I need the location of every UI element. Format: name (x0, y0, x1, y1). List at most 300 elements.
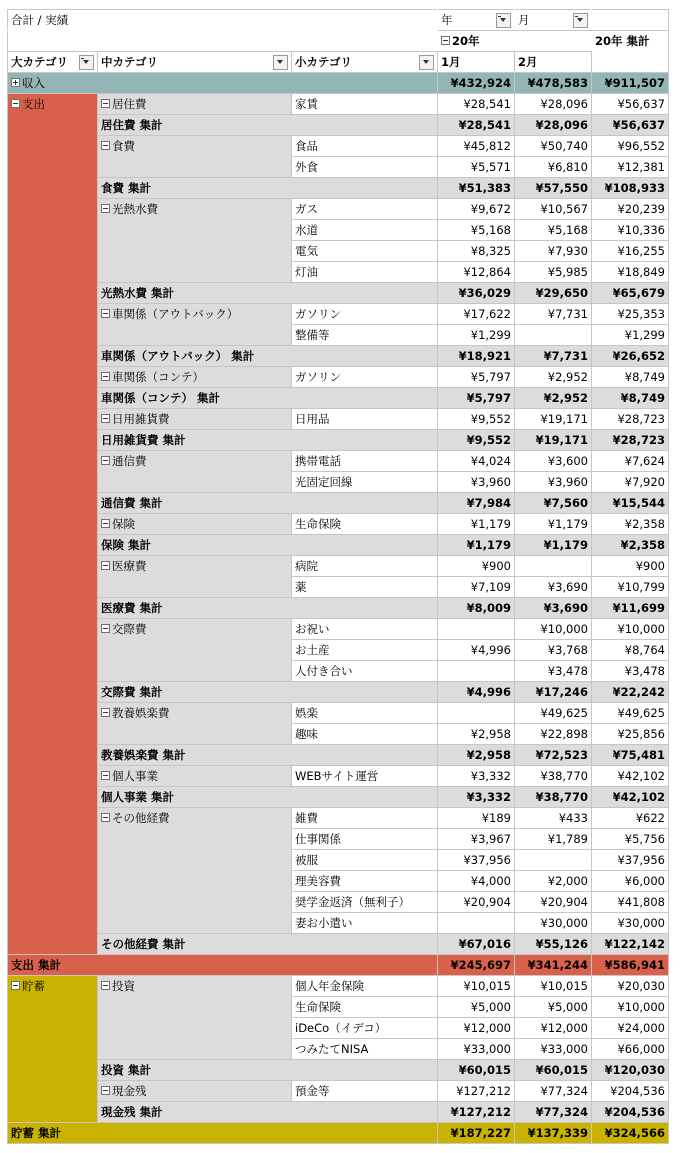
subtotal-row (8, 535, 669, 556)
small-category-cell: 携帯電話 (292, 451, 438, 472)
mid-category-cell[interactable] (98, 514, 292, 535)
collapse-icon[interactable] (101, 1086, 110, 1095)
month-filter-icon[interactable] (573, 13, 588, 28)
subtotal-label: 教養娯楽費 集計 (98, 745, 438, 766)
value-total: ¥3,478 (592, 661, 669, 682)
value-m2: ¥433 (515, 808, 592, 829)
mid-category-cell-label: 教養娯楽費 (112, 706, 170, 720)
subtotal-m1: ¥8,009 (438, 598, 515, 619)
mid-category-cell[interactable] (98, 367, 292, 388)
savings_label-total-row (8, 1123, 669, 1144)
collapse-icon[interactable] (101, 561, 110, 570)
value-m1 (438, 703, 515, 724)
year-label: 20年 (452, 34, 480, 48)
expense_label-total-label: 支出 集計 (8, 955, 438, 976)
pivot-table (7, 9, 669, 1144)
subtotal-row (8, 346, 669, 367)
collapse-icon[interactable] (101, 309, 110, 318)
data-row (8, 808, 669, 829)
year-group-header[interactable] (438, 31, 592, 52)
subtotal-total: ¥65,679 (592, 283, 669, 304)
subtotal-row (8, 934, 669, 955)
value-m2: ¥10,567 (515, 199, 592, 220)
value-total: ¥28,723 (592, 409, 669, 430)
value-m1: ¥4,000 (438, 871, 515, 892)
mid-category-cell-label: 通信費 (112, 454, 147, 468)
value-m2: ¥10,000 (515, 619, 592, 640)
collapse-icon[interactable] (101, 624, 110, 633)
data-row (8, 1081, 669, 1102)
subtotal-m1: ¥1,179 (438, 535, 515, 556)
value-total: ¥20,030 (592, 976, 669, 997)
value-total: ¥204,536 (592, 1081, 669, 1102)
value-total: ¥41,808 (592, 892, 669, 913)
subtotal-m2: ¥28,096 (515, 115, 592, 136)
value-m1 (438, 661, 515, 682)
value-m2: ¥38,770 (515, 766, 592, 787)
value-total: ¥25,353 (592, 304, 669, 325)
subtotal-label: 日用雑貨費 集計 (98, 430, 438, 451)
subtotal-label: 保険 集計 (98, 535, 438, 556)
value-m1: ¥45,812 (438, 136, 515, 157)
data-row (8, 514, 669, 535)
data-row (8, 703, 669, 724)
mid-category-cell-label: 光熱水費 (112, 202, 158, 216)
value-m1: ¥10,015 (438, 976, 515, 997)
small-category-cell: つみたてNISA (292, 1039, 438, 1060)
mid-category-cell[interactable] (98, 808, 292, 934)
small-category-cell: 灯油 (292, 262, 438, 283)
subtotal-total: ¥28,723 (592, 430, 669, 451)
subtotal-label: その他経費 集計 (98, 934, 438, 955)
savings_label-category-cell-label: 貯蓄 (22, 979, 45, 993)
collapse-icon[interactable] (101, 141, 110, 150)
collapse-icon[interactable] (441, 36, 450, 45)
mid-category-cell[interactable] (98, 976, 292, 1060)
value-m2: ¥3,478 (515, 661, 592, 682)
mid-category-cell[interactable] (98, 304, 292, 346)
subtotal-m1: ¥3,332 (438, 787, 515, 808)
value-m1: ¥3,332 (438, 766, 515, 787)
value-m1: ¥37,956 (438, 850, 515, 871)
subtotal-m2: ¥1,179 (515, 535, 592, 556)
subtotal-label: 居住費 集計 (98, 115, 438, 136)
savings_label-total-m1: ¥187,227 (438, 1123, 515, 1144)
subtotal-row (8, 682, 669, 703)
subtotal-m1: ¥60,015 (438, 1060, 515, 1081)
subtotal-total: ¥75,481 (592, 745, 669, 766)
month-field-label: 月 (518, 13, 530, 27)
small-category-cell: お土産 (292, 640, 438, 661)
data-row (8, 199, 669, 220)
data-row (8, 976, 669, 997)
value-m1: ¥5,000 (438, 997, 515, 1018)
subtotal-row (8, 388, 669, 409)
value-m2: ¥49,625 (515, 703, 592, 724)
data-row (8, 304, 669, 325)
small-category-cell: 家賃 (292, 94, 438, 115)
value-total: ¥12,381 (592, 157, 669, 178)
collapse-icon[interactable] (101, 708, 110, 717)
subtotal-m1: ¥127,212 (438, 1102, 515, 1123)
subtotal-m2: ¥77,324 (515, 1102, 592, 1123)
month-2-header: 2月 (515, 52, 592, 73)
month-field-header[interactable] (515, 10, 592, 31)
year-filter-icon[interactable] (496, 13, 511, 28)
value-total: ¥30,000 (592, 913, 669, 934)
subtotal-total: ¥122,142 (592, 934, 669, 955)
subtotal-total: ¥8,749 (592, 388, 669, 409)
collapse-icon[interactable] (101, 456, 110, 465)
data-row (8, 367, 669, 388)
savings_label-total-m2: ¥137,339 (515, 1123, 592, 1144)
small-category-cell: 光固定回線 (292, 472, 438, 493)
subtotal-m2: ¥57,550 (515, 178, 592, 199)
subtotal-label: 投資 集計 (98, 1060, 438, 1081)
value-m2: ¥10,015 (515, 976, 592, 997)
value-total: ¥2,358 (592, 514, 669, 535)
subtotal-row (8, 115, 669, 136)
small-category-cell: 病院 (292, 556, 438, 577)
value-m1: ¥12,000 (438, 1018, 515, 1039)
mid-category-cell-label: 個人事業 (112, 769, 158, 783)
mid-category-header[interactable] (98, 52, 292, 73)
small-category-cell: iDeCo（イデコ） (292, 1018, 438, 1039)
mid-category-cell[interactable] (98, 1081, 292, 1102)
subtotal-total: ¥204,536 (592, 1102, 669, 1123)
value-total: ¥10,336 (592, 220, 669, 241)
value-m1: ¥5,168 (438, 220, 515, 241)
subtotal-m2: ¥60,015 (515, 1060, 592, 1081)
collapse-icon[interactable] (101, 372, 110, 381)
income-row (8, 73, 669, 94)
subtotal-label: 通信費 集計 (98, 493, 438, 514)
savings_label-total-label: 貯蓄 集計 (8, 1123, 438, 1144)
value-total: ¥66,000 (592, 1039, 669, 1060)
collapse-icon[interactable] (11, 99, 20, 108)
subtotal-m1: ¥9,552 (438, 430, 515, 451)
small-category-cell: WEBサイト運営 (292, 766, 438, 787)
value-total: ¥1,299 (592, 325, 669, 346)
mid-category-cell[interactable] (98, 766, 292, 787)
small-category-dropdown-icon[interactable] (419, 55, 434, 70)
subtotal-m1: ¥18,921 (438, 346, 515, 367)
subtotal-label: 食費 集計 (98, 178, 438, 199)
large-category-header[interactable] (8, 52, 98, 73)
header-row-1 (8, 10, 669, 31)
value-m1: ¥127,212 (438, 1081, 515, 1102)
mid-category-cell-label: 保険 (112, 517, 135, 531)
mid-category-cell[interactable] (98, 136, 292, 178)
value-m1: ¥5,797 (438, 367, 515, 388)
mid-category-cell-label: 現金残 (112, 1084, 147, 1098)
mid-category-cell-label: 医療費 (112, 559, 147, 573)
expense_label-category-cell[interactable] (8, 94, 98, 955)
value-m1: ¥9,672 (438, 199, 515, 220)
value-m1: ¥7,109 (438, 577, 515, 598)
income-label: 収入 (22, 76, 45, 90)
value-m1: ¥1,179 (438, 514, 515, 535)
data-row (8, 94, 669, 115)
value-m2: ¥20,904 (515, 892, 592, 913)
income-label-cell[interactable] (8, 73, 438, 94)
data-row (8, 556, 669, 577)
subtotal-m2: ¥17,246 (515, 682, 592, 703)
value-total: ¥42,102 (592, 766, 669, 787)
mid-category-cell-label: 車関係（アウトバック） (112, 307, 239, 321)
subtotal-row (8, 745, 669, 766)
expense_label-total-m1: ¥245,697 (438, 955, 515, 976)
subtotal-row (8, 598, 669, 619)
subtotal-label: 車関係（コンテ） 集計 (98, 388, 438, 409)
mid-category-cell[interactable] (98, 199, 292, 283)
small-category-cell: ガソリン (292, 367, 438, 388)
collapse-icon[interactable] (101, 519, 110, 528)
small-category-cell: 生命保険 (292, 997, 438, 1018)
subtotal-label: 光熱水費 集計 (98, 283, 438, 304)
subtotal-row (8, 493, 669, 514)
value-total: ¥96,552 (592, 136, 669, 157)
value-m2: ¥5,168 (515, 220, 592, 241)
subtotal-m2: ¥29,650 (515, 283, 592, 304)
small-category-cell: 娯楽 (292, 703, 438, 724)
value-total: ¥56,637 (592, 94, 669, 115)
value-total: ¥7,624 (592, 451, 669, 472)
subtotal-m1: ¥36,029 (438, 283, 515, 304)
subtotal-total: ¥56,637 (592, 115, 669, 136)
value-total: ¥10,799 (592, 577, 669, 598)
value-total: ¥10,000 (592, 619, 669, 640)
mid-category-cell[interactable] (98, 94, 292, 115)
subtotal-total: ¥2,358 (592, 535, 669, 556)
value-m2: ¥77,324 (515, 1081, 592, 1102)
value-m2: ¥3,690 (515, 577, 592, 598)
month-1-header: 1月 (438, 52, 515, 73)
value-m1: ¥4,024 (438, 451, 515, 472)
subtotal-total: ¥22,242 (592, 682, 669, 703)
data-row (8, 136, 669, 157)
value-m2: ¥6,810 (515, 157, 592, 178)
mid-category-cell[interactable] (98, 703, 292, 745)
value-m2: ¥12,000 (515, 1018, 592, 1039)
small-category-cell: 生命保険 (292, 514, 438, 535)
small-category-cell: 仕事関係 (292, 829, 438, 850)
value-m1 (438, 913, 515, 934)
value-m1: ¥5,571 (438, 157, 515, 178)
value-total: ¥49,625 (592, 703, 669, 724)
value-m2 (515, 325, 592, 346)
mid-category-cell-label: 居住費 (112, 97, 147, 111)
value-total: ¥622 (592, 808, 669, 829)
data-row (8, 451, 669, 472)
value-m2: ¥19,171 (515, 409, 592, 430)
subtotal-row (8, 787, 669, 808)
mid-category-cell[interactable] (98, 556, 292, 598)
subtotal-label: 個人事業 集計 (98, 787, 438, 808)
small-category-label: 小カテゴリ (295, 55, 353, 69)
value-m2: ¥3,600 (515, 451, 592, 472)
collapse-icon[interactable] (101, 813, 110, 822)
value-total: ¥5,756 (592, 829, 669, 850)
header-row-3 (8, 52, 669, 73)
header-row-2 (8, 31, 669, 52)
value-total: ¥37,956 (592, 850, 669, 871)
collapse-icon[interactable] (101, 981, 110, 990)
subtotal-m2: ¥19,171 (515, 430, 592, 451)
subtotal-row (8, 430, 669, 451)
value-m2 (515, 556, 592, 577)
value-m2: ¥5,000 (515, 997, 592, 1018)
value-m2: ¥7,731 (515, 304, 592, 325)
value-total: ¥8,749 (592, 367, 669, 388)
value-m2: ¥28,096 (515, 94, 592, 115)
value-m2: ¥1,179 (515, 514, 592, 535)
value-m2: ¥50,740 (515, 136, 592, 157)
subtotal-m1: ¥5,797 (438, 388, 515, 409)
collapse-icon[interactable] (11, 981, 20, 990)
mid-category-cell[interactable] (98, 409, 292, 430)
mid-category-dropdown-icon[interactable] (273, 55, 288, 70)
subtotal-label: 交際費 集計 (98, 682, 438, 703)
mid-category-label: 中カテゴリ (101, 55, 159, 69)
value-m2: ¥3,768 (515, 640, 592, 661)
subtotal-total: ¥120,030 (592, 1060, 669, 1081)
subtotal-row (8, 178, 669, 199)
small-category-cell: 電気 (292, 241, 438, 262)
mid-category-cell-label: 交際費 (112, 622, 147, 636)
small-category-header[interactable] (292, 52, 438, 73)
subtotal-m2: ¥55,126 (515, 934, 592, 955)
collapse-icon[interactable] (101, 771, 110, 780)
subtotal-total: ¥108,933 (592, 178, 669, 199)
small-category-cell: お祝い (292, 619, 438, 640)
value-m1: ¥20,904 (438, 892, 515, 913)
value-total: ¥20,239 (592, 199, 669, 220)
value-m2: ¥7,930 (515, 241, 592, 262)
subtotal-m1: ¥28,541 (438, 115, 515, 136)
value-total: ¥7,920 (592, 472, 669, 493)
value-m1: ¥9,552 (438, 409, 515, 430)
collapse-icon[interactable] (101, 204, 110, 213)
value-m1: ¥3,960 (438, 472, 515, 493)
value-m1 (438, 619, 515, 640)
expand-icon[interactable] (11, 78, 20, 87)
income-total: ¥911,507 (592, 73, 669, 94)
small-category-cell: 趣味 (292, 724, 438, 745)
value-m1: ¥17,622 (438, 304, 515, 325)
subtotal-label: 車関係（アウトバック） 集計 (98, 346, 438, 367)
income-m2: ¥478,583 (515, 73, 592, 94)
value-m1: ¥189 (438, 808, 515, 829)
subtotal-m1: ¥67,016 (438, 934, 515, 955)
value-m1: ¥1,299 (438, 325, 515, 346)
expense_label-category-cell-label: 支出 (22, 97, 45, 111)
subtotal-total: ¥15,544 (592, 493, 669, 514)
subtotal-total: ¥11,699 (592, 598, 669, 619)
subtotal-m2: ¥72,523 (515, 745, 592, 766)
value-m2: ¥3,960 (515, 472, 592, 493)
value-m1: ¥8,325 (438, 241, 515, 262)
collapse-icon[interactable] (101, 414, 110, 423)
subtotal-row (8, 1060, 669, 1081)
value-total: ¥900 (592, 556, 669, 577)
small-category-cell: 薬 (292, 577, 438, 598)
subtotal-m1: ¥4,996 (438, 682, 515, 703)
subtotal-total: ¥26,652 (592, 346, 669, 367)
small-category-cell: 奨学金返済（無利子） (292, 892, 438, 913)
corner-label: 合計 / 実績 (8, 10, 438, 31)
data-row (8, 409, 669, 430)
small-category-cell: 水道 (292, 220, 438, 241)
small-category-cell: 食品 (292, 136, 438, 157)
value-m2: ¥30,000 (515, 913, 592, 934)
small-category-cell: 人付き合い (292, 661, 438, 682)
value-m1: ¥900 (438, 556, 515, 577)
mid-category-cell-label: 食費 (112, 139, 135, 153)
small-category-cell: 預金等 (292, 1081, 438, 1102)
subtotal-m1: ¥51,383 (438, 178, 515, 199)
large-category-filter-icon[interactable] (79, 55, 94, 70)
year-field-label: 年 (441, 13, 453, 27)
data-row (8, 619, 669, 640)
subtotal-m2: ¥7,731 (515, 346, 592, 367)
subtotal-m2: ¥2,952 (515, 388, 592, 409)
value-m2: ¥2,952 (515, 367, 592, 388)
mid-category-cell[interactable] (98, 451, 292, 493)
collapse-icon[interactable] (101, 99, 110, 108)
small-category-cell: 個人年金保険 (292, 976, 438, 997)
value-m2: ¥5,985 (515, 262, 592, 283)
header-empty (592, 10, 669, 31)
savings_label-total-grand: ¥324,566 (592, 1123, 669, 1144)
small-category-cell: 日用品 (292, 409, 438, 430)
value-m1: ¥28,541 (438, 94, 515, 115)
year-total-header: 20年 集計 (592, 31, 669, 73)
subtotal-m1: ¥2,958 (438, 745, 515, 766)
income-m1: ¥432,924 (438, 73, 515, 94)
savings_label-category-cell[interactable] (8, 976, 98, 1123)
value-total: ¥6,000 (592, 871, 669, 892)
header-spacer (8, 31, 438, 52)
subtotal-m2: ¥38,770 (515, 787, 592, 808)
small-category-cell: ガソリン (292, 304, 438, 325)
small-category-cell: 整備等 (292, 325, 438, 346)
mid-category-cell[interactable] (98, 619, 292, 682)
subtotal-m2: ¥3,690 (515, 598, 592, 619)
subtotal-row (8, 1102, 669, 1123)
small-category-cell: 外食 (292, 157, 438, 178)
value-m1: ¥2,958 (438, 724, 515, 745)
value-total: ¥10,000 (592, 997, 669, 1018)
value-m1: ¥3,967 (438, 829, 515, 850)
small-category-cell: 被服 (292, 850, 438, 871)
value-m2: ¥22,898 (515, 724, 592, 745)
expense_label-total-row (8, 955, 669, 976)
value-total: ¥25,856 (592, 724, 669, 745)
subtotal-m1: ¥7,984 (438, 493, 515, 514)
data-row (8, 766, 669, 787)
mid-category-cell-label: 車関係（コンテ） (112, 370, 204, 384)
value-total: ¥18,849 (592, 262, 669, 283)
year-field-header[interactable] (438, 10, 515, 31)
large-category-label: 大カテゴリ (11, 55, 69, 69)
value-m1: ¥4,996 (438, 640, 515, 661)
value-m2: ¥1,789 (515, 829, 592, 850)
subtotal-total: ¥42,102 (592, 787, 669, 808)
small-category-cell: ガス (292, 199, 438, 220)
expense_label-total-m2: ¥341,244 (515, 955, 592, 976)
mid-category-cell-label: 投資 (112, 979, 135, 993)
